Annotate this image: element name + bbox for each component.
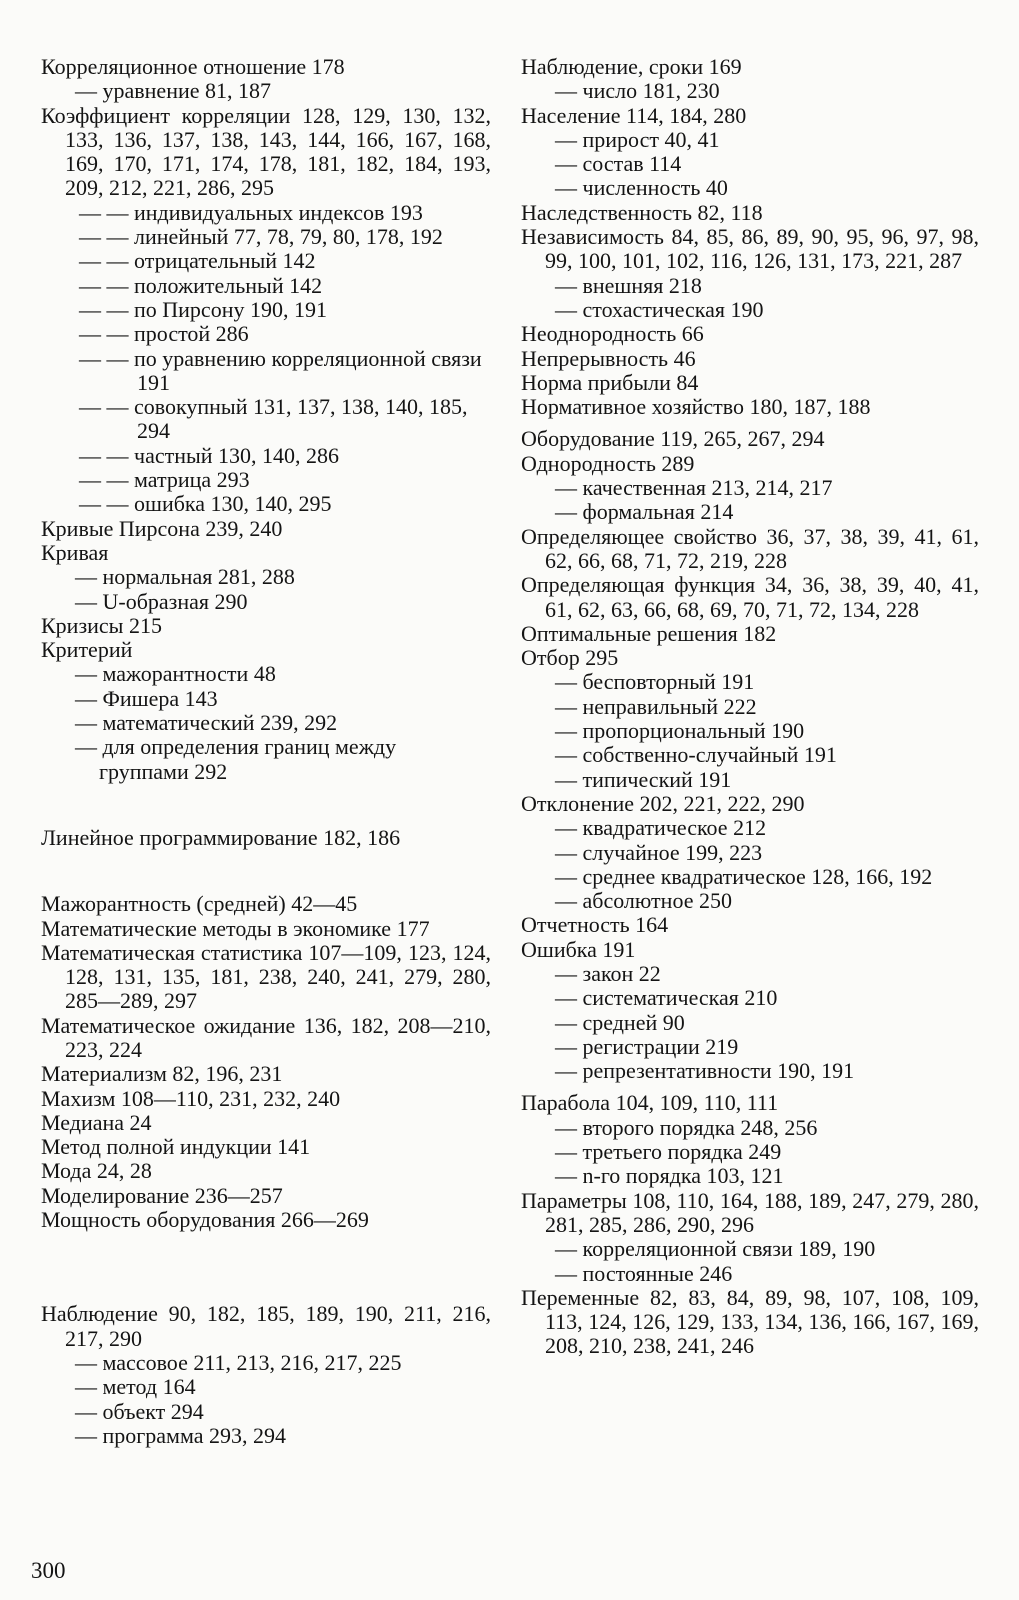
index-entry: Независимость 84, 85, 86, 89, 90, 95, 96, 97, 98, 99, 100, 101, 102, 116, 126, 131, 173, 221, 287 — [521, 224, 979, 274]
index-entry: Население 114, 184, 280 — [521, 102, 747, 128]
index-subentry: — средней 90 — [555, 1009, 685, 1035]
page-number: 300 — [31, 1558, 66, 1583]
index-subentry: — корреляционной связи 189, 190 — [555, 1236, 876, 1262]
index-entry: Моделирование 236—257 — [41, 1182, 283, 1208]
index-subentry: — объект 294 — [75, 1398, 204, 1424]
index-subentry: — — индивидуальных индексов 193 — [79, 199, 423, 225]
index-subentry: — второго порядка 248, 256 — [555, 1114, 818, 1140]
index-subentry: — мажорантности 48 — [75, 661, 276, 687]
index-entry: Параметры 108, 110, 164, 188, 189, 247, 279, 280, 281, 285, 286, 290, 296 — [521, 1187, 979, 1237]
index-entry: Математические методы в экономике 177 — [41, 915, 430, 941]
index-subentry: — формальная 214 — [555, 499, 734, 525]
index-entry: Однородность 289 — [521, 450, 695, 476]
index-subentry: — математический 239, 292 — [75, 710, 338, 736]
index-subentry: — для определения границ между группами 292 — [75, 734, 397, 784]
spacer — [41, 1232, 491, 1274]
index-subentry: — — ошибка 130, 140, 295 — [79, 491, 332, 517]
index-subentry: — закон 22 — [555, 960, 661, 986]
index-subentry: — репрезентативности 190, 191 — [555, 1058, 855, 1084]
index-subentry: — уравнение 81, 187 — [75, 78, 272, 104]
index-entry: Медиана 24 — [41, 1109, 152, 1135]
index-subentry: — типический 191 — [555, 766, 732, 792]
spacer — [41, 1274, 491, 1302]
index-entry: Нормативное хозяйство 180, 187, 188 — [521, 394, 871, 420]
index-subentry: — внешняя 218 — [555, 272, 702, 298]
index-entry: Математическая статистика 107—109, 123, 124, 128, 131, 135, 181, 238, 240, 241, 279, 280, 285—289, 297 — [41, 939, 491, 1014]
index-subentry: — случайное 199, 223 — [555, 839, 763, 865]
index-entry: Линейное программирование 182, 186 — [41, 824, 401, 850]
index-subentry: — качественная 213, 214, 217 — [555, 475, 833, 501]
index-subentry: — программа 293, 294 — [75, 1422, 287, 1448]
index-entry: Оптимальные решения 182 — [521, 620, 777, 646]
index-subentry: — абсолютное 250 — [555, 888, 732, 914]
index-entry: Корреляционное отношение 178 — [41, 54, 345, 79]
index-entry: Отбор 295 — [521, 645, 619, 671]
index-entry: Кризисы 215 — [41, 612, 162, 638]
index-subentry: — массовое 211, 213, 216, 217, 225 — [75, 1349, 402, 1375]
index-subentry: — — совокупный 131, 137, 138, 140, 185, 294 — [79, 394, 468, 444]
index-subentry: — n-го порядка 103, 121 — [555, 1163, 784, 1189]
index-subentry: — — простой 286 — [79, 321, 249, 347]
index-entry: Непрерывность 46 — [521, 345, 696, 371]
index-entry: Наблюдение, сроки 169 — [521, 54, 742, 79]
index-column-left — [41, 55, 491, 1448]
index-subentry: — систематическая 210 — [555, 985, 778, 1011]
index-column-right — [521, 55, 979, 1359]
index-entry: Математическое ожидание 136, 182, 208—210, 223, 224 — [41, 1012, 491, 1062]
index-subentry: — бесповторный 191 — [555, 669, 755, 695]
index-subentry: — состав 114 — [555, 151, 682, 177]
index-subentry: — прирост 40, 41 — [555, 126, 720, 152]
index-entry: Коэффициент корреляции 128, 129, 130, 132, 133, 136, 137, 138, 143, 144, 166, 167, 168, 169, 170, 171, 174, 178, 181, 182, 184, 193, 209, 212, 221, 286, 295 — [41, 102, 491, 201]
index-entry: Ошибка 191 — [521, 936, 636, 962]
index-entry: Мажорантность (средней) 42—45 — [41, 891, 358, 917]
index-subentry: — — частный 130, 140, 286 — [79, 442, 340, 468]
index-subentry: — метод 164 — [75, 1374, 196, 1400]
index-entry: Материализм 82, 196, 231 — [41, 1061, 283, 1087]
index-entry: Мощность оборудования 266—269 — [41, 1207, 369, 1233]
index-subentry: — среднее квадратическое 128, 166, 192 — [555, 863, 933, 889]
index-entry: Отклонение 202, 221, 222, 290 — [521, 790, 805, 816]
index-entry: Переменные 82, 83, 84, 89, 98, 107, 108, 109, 113, 124, 126, 129, 133, 134, 136, 166, 167, 169, 208, 210, 238, 241, 246 — [521, 1284, 979, 1359]
index-entry: Определяющая функция 34, 36, 38, 39, 40, 41, 61, 62, 63, 66, 68, 69, 70, 71, 72, 134, 228 — [521, 572, 979, 622]
index-entry: Норма прибыли 84 — [521, 369, 699, 395]
index-subentry: — — отрицательный 142 — [79, 248, 316, 274]
index-entry: Критерий — [41, 637, 133, 663]
index-entry: Наследственность 82, 118 — [521, 199, 763, 225]
index-subentry: — число 181, 230 — [555, 78, 720, 104]
index-subentry: — регистрации 219 — [555, 1033, 739, 1059]
index-entry: Оборудование 119, 265, 267, 294 — [521, 426, 825, 452]
index-entry: Отчетность 164 — [521, 912, 669, 938]
index-subentry: — Фишера 143 — [75, 685, 218, 711]
index-subentry: — собственно-случайный 191 — [555, 742, 837, 768]
index-subentry: — — положительный 142 — [79, 272, 323, 298]
index-subentry: — нормальная 281, 288 — [75, 564, 295, 590]
index-entry: Кривые Пирсона 239, 240 — [41, 515, 283, 541]
index-subentry: — U-образная 290 — [75, 588, 248, 614]
index-entry: Кривая — [41, 539, 109, 565]
index-entry: Парабола 104, 109, 110, 111 — [521, 1090, 779, 1116]
index-subentry: — — матрица 293 — [79, 467, 250, 493]
spacer — [41, 850, 491, 892]
index-entry: Мода 24, 28 — [41, 1158, 152, 1184]
index-subentry: — — линейный 77, 78, 79, 80, 178, 192 — [79, 224, 443, 250]
spacer — [41, 784, 491, 826]
index-subentry: — стохастическая 190 — [555, 296, 764, 322]
index-entry: Наблюдение 90, 182, 185, 189, 190, 211, 216, 217, 290 — [41, 1301, 491, 1351]
index-subentry: — — по уравнению корреляционной связи 191 — [79, 345, 482, 395]
index-subentry: — — по Пирсону 190, 191 — [79, 296, 327, 322]
index-entry: Метод полной индукции 141 — [41, 1134, 311, 1160]
index-subentry: — неправильный 222 — [555, 693, 757, 719]
index-entry: Неоднородность 66 — [521, 321, 704, 347]
index-subentry: — пропорциональный 190 — [555, 718, 805, 744]
index-subentry: — квадратическое 212 — [555, 815, 767, 841]
index-entry: Определяющее свойство 36, 37, 38, 39, 41, 61, 62, 66, 68, 71, 72, 219, 228 — [521, 523, 979, 573]
index-entry: Махизм 108—110, 231, 232, 240 — [41, 1085, 341, 1111]
index-subentry: — третьего порядка 249 — [555, 1139, 782, 1165]
index-subentry: — численность 40 — [555, 175, 728, 201]
index-subentry: — постоянные 246 — [555, 1260, 733, 1286]
